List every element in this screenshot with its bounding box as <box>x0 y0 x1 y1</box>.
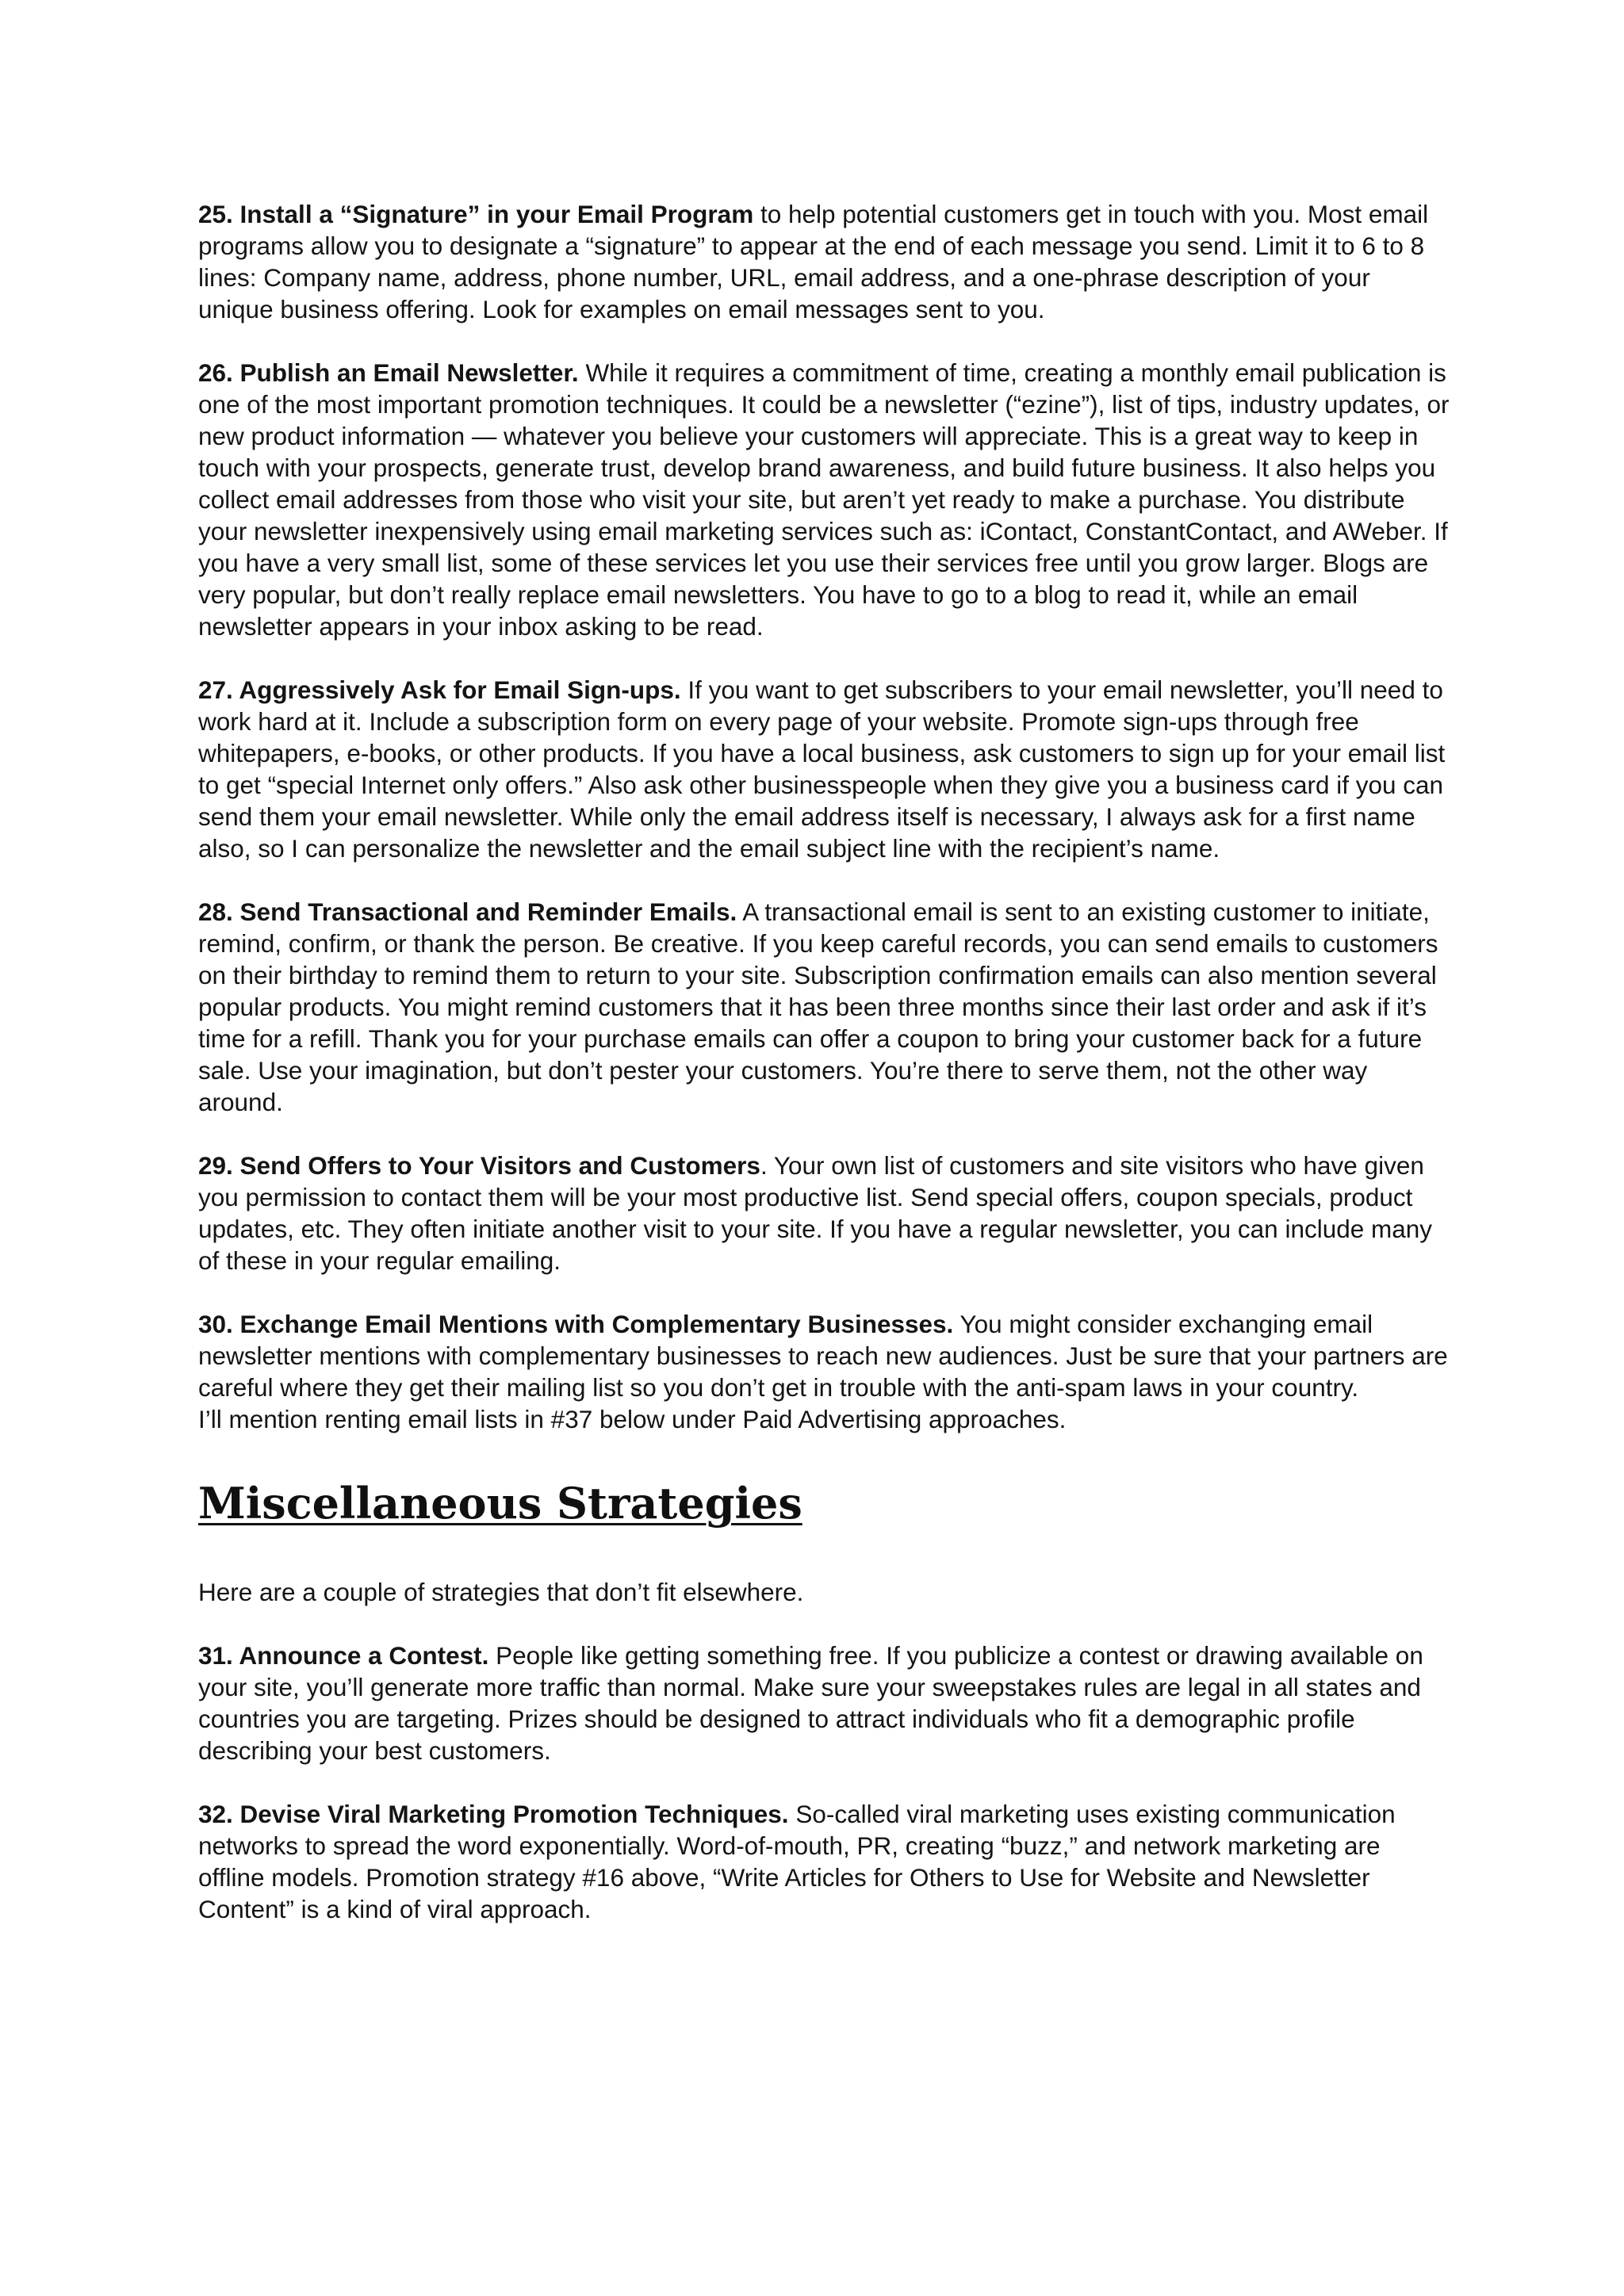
section-intro: Here are a couple of strategies that don’t fit elsewhere. <box>198 1578 804 1606</box>
tip-26-paragraph <box>198 357 1451 642</box>
tip-32-title: 32. Devise Viral Marketing Promotion Techniques. <box>198 1800 789 1828</box>
tip-32-paragraph <box>198 1798 1451 1925</box>
document-page <box>198 198 1451 1925</box>
renting-lists-note: I’ll mention renting email lists in #37 below under Paid Advertising approaches. <box>198 1405 1067 1433</box>
tip-27-body: If you want to get subscribers to your email newsletter, you’ll need to work hard at it. Include a subscription form on every page of your website. Promote sign-ups through free whitepapers, e-books, or other products. If you have a local business, ask customers to sign up for your email list to get “special Internet only offers.” Also ask other businesspeople when they give you a business card if you can send them your email newsletter. While only the email address itself is necessary, I always ask for a first name also, so I can personalize the newsletter and the email subject line with the recipient’s name. <box>198 675 1446 863</box>
tip-29-paragraph <box>198 1150 1451 1276</box>
tip-30-body: You might consider exchanging email newsletter mentions with complementary businesses to reach new audiences. Just be sure that your partners are careful where they get their mailing list so you don’t get in trouble with the anti-spam laws in your country. <box>198 1310 1448 1402</box>
tip-26-title: 26. Publish an Email Newsletter. <box>198 358 579 387</box>
tip-26-body: While it requires a commitment of time, creating a monthly email publication is one of the most important promotion techniques. It could be a newsletter (“ezine”), list of tips, industry updates, or new product information — whatever you believe your customers will appreciate. This is a great way to keep in touch with your prospects, generate trust, develop brand awareness, and build future business. It also helps you collect email addresses from those who visit your site, but aren’t yet ready to make a purchase. You distribute your newsletter inexpensively using email marketing services such as: iContact, ConstantContact, and AWeber. If you have a very small list, some of these services let you use their services free until you grow larger. Blogs are very popular, but don’t really replace email newsletters. You have to go to a blog to read it, while an email newsletter appears in your inbox asking to be read. <box>198 358 1450 641</box>
tip-28-paragraph <box>198 896 1451 1118</box>
tip-29-body: . Your own list of customers and site visitors who have given you permission to contact them will be your most productive list. Send special offers, coupon specials, product updates, etc. They often initiate another visit to your site. If you have a regular newsletter, you can include many of these in your regular emailing. <box>198 1151 1433 1275</box>
tip-28-title: 28. Send Transactional and Reminder Emails. <box>198 897 737 926</box>
tip-31-paragraph <box>198 1640 1451 1766</box>
tip-27-paragraph <box>198 674 1451 864</box>
tip-28-body: A transactional email is sent to an existing customer to initiate, remind, confirm, or thank the person. Be creative. If you keep careful records, you can send emails to customers on their birthday to remind them to return to your site. Subscription confirmation emails can also mention several popular products. You might remind customers that it has been three months since their last order and ask if it’s time for a refill. Thank you for your purchase emails can offer a coupon to bring your customer back for a future sale. Use your imagination, but don’t pester your customers. You’re there to serve them, not the other way around. <box>198 897 1438 1116</box>
tip-27-title: 27. Aggressively Ask for Email Sign-ups. <box>198 675 681 704</box>
tip-29-title: 29. Send Offers to Your Visitors and Customers <box>198 1151 760 1180</box>
tip-25-title: 25. Install a “Signature” in your Email Program <box>198 200 754 228</box>
tip-31-body: People like getting something free. If you publicize a contest or drawing available on your site, you’ll generate more traffic than normal. Make sure your sweepstakes rules are legal in all states and countries you are targeting. Prizes should be designed to attract individuals who fit a demographic profile describing your best customers. <box>198 1641 1423 1765</box>
tip-30-title: 30. Exchange Email Mentions with Complementary Businesses. <box>198 1310 954 1338</box>
section-heading: Miscellaneous Strategies <box>198 1478 802 1529</box>
tip-30-paragraph <box>198 1308 1451 1403</box>
tip-31-title: 31. Announce a Contest. <box>198 1641 489 1670</box>
tip-32-body: So-called viral marketing uses existing communication networks to spread the word exponentially. Word-of-mouth, PR, creating “buzz,” and network marketing are offline models. Promotion strategy #16 above, “Write Articles for Others to Use for Website and Newsletter Content” is a kind of viral approach. <box>198 1800 1396 1923</box>
tip-25-body: to help potential customers get in touch with you. Most email programs allow you to designate a “signature” to appear at the end of each message you send. Limit it to 6 to 8 lines: Company name, address, phone number, URL, email address, and a one-phrase description of your unique business offering. Look for examples on email messages sent to you. <box>198 200 1429 323</box>
tip-25-paragraph <box>198 198 1451 325</box>
